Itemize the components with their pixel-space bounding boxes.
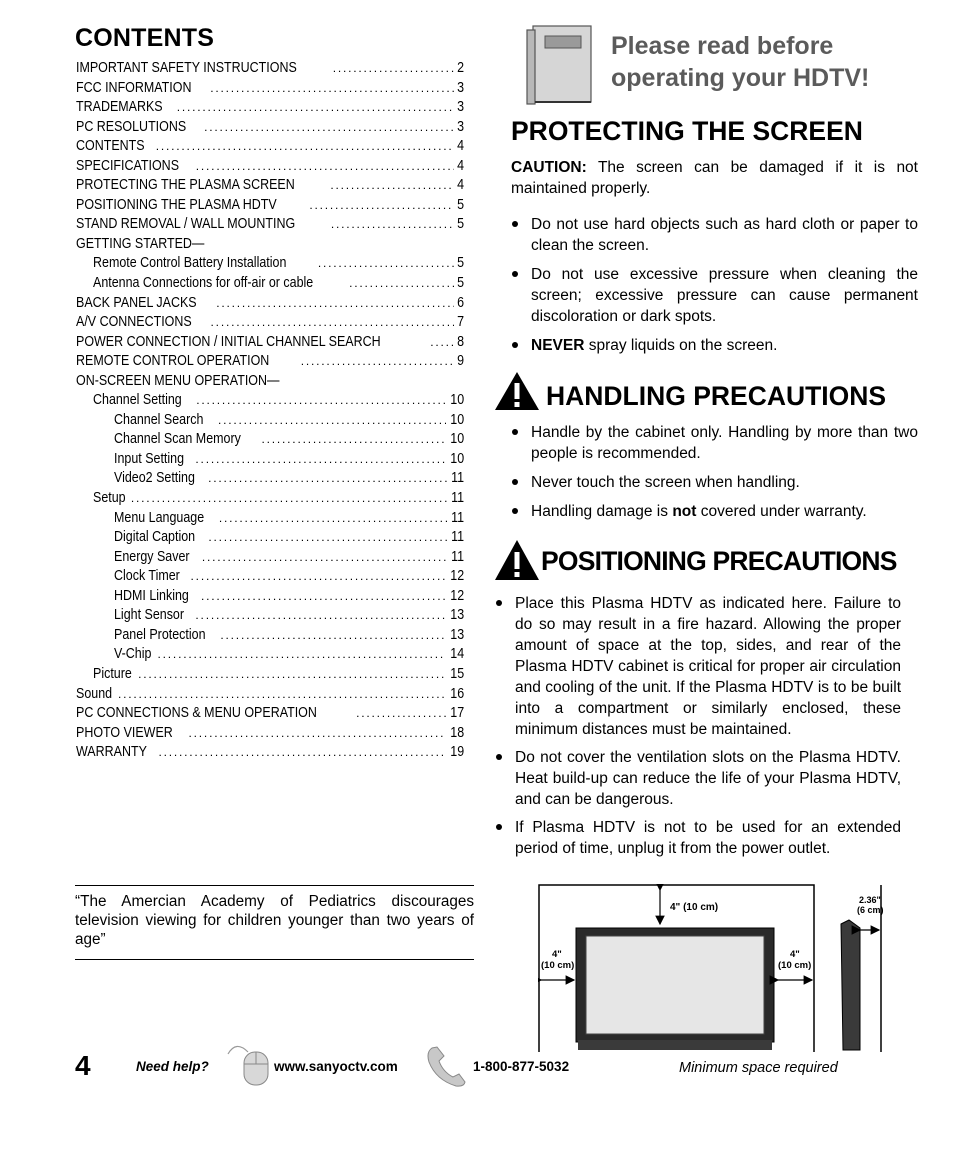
damage-post: covered under warranty.	[696, 503, 867, 520]
toc-entry-page: 15	[450, 665, 464, 682]
toc-leader-dots	[318, 256, 454, 270]
toc-entry-label: WARRANTY	[76, 744, 147, 761]
toc-entry	[76, 686, 464, 706]
toc-entry-page: 16	[450, 685, 464, 702]
toc-entry	[76, 549, 464, 569]
toc-entry	[76, 275, 464, 295]
toc-leader-dots	[158, 745, 445, 759]
toc-leader-dots	[177, 100, 454, 114]
right-clearance-label-1: 4"	[790, 949, 800, 960]
toc-entry-page: 3	[457, 99, 464, 116]
toc-entry-page: 6	[457, 294, 464, 311]
tv-screen	[586, 936, 764, 1034]
toc-entry-page: 10	[450, 431, 464, 448]
website-link[interactable]: www.sanyoctv.com	[274, 1059, 398, 1074]
toc-entry	[76, 392, 464, 412]
toc-entry-label: A/V CONNECTIONS	[76, 314, 192, 331]
pediatrics-quote: “The Amercian Academy of Pediatrics discourages television viewing for children younger than two years of age”	[75, 885, 474, 960]
toc-entry-label: BACK PANEL JACKS	[76, 294, 197, 311]
caution-label: CAUTION:	[511, 159, 587, 176]
toc-entry-label: Energy Saver	[114, 548, 190, 565]
list-item: Do not use excessive pressure when cleaning the screen; excessive pressure can cause permanent discoloration or dark spots.	[511, 264, 918, 327]
toc-entry-label: Picture	[93, 665, 132, 682]
toc-entry-page: 9	[457, 353, 464, 370]
toc-leader-dots	[301, 354, 454, 368]
toc-entry-label: ON-SCREEN MENU OPERATION—	[76, 372, 280, 389]
toc-entry-label: Channel Setting	[93, 392, 182, 409]
never-label: NEVER	[531, 337, 585, 354]
toc-leader-dots	[189, 726, 446, 740]
toc-leader-dots	[204, 120, 454, 134]
list-item: Do not use hard objects such as hard cloth or paper to clean the screen.	[511, 214, 918, 256]
read-before-notice	[611, 30, 869, 94]
toc-entry	[76, 725, 464, 745]
protecting-list	[511, 214, 918, 364]
toc-entry-page: 10	[450, 411, 464, 428]
protecting-screen-heading: PROTECTING THE SCREEN	[511, 116, 863, 146]
list-item: Do not cover the ventilation slots on the Plasma HDTV. Heat build-up can reduce the life of your Plasma HDTV, and can be dangerous.	[495, 747, 901, 810]
toc-entry-label: FCC INFORMATION	[76, 79, 192, 96]
rear-clearance-label-1: 2.36"	[859, 895, 881, 905]
toc-entry-label: Setup	[93, 490, 126, 507]
toc-entry-page: 11	[451, 509, 464, 526]
toc-entry-page: 8	[457, 333, 464, 350]
toc-entry-page: 18	[450, 724, 464, 741]
toc-entry-page: 4	[457, 138, 464, 155]
toc-entry	[76, 510, 464, 530]
never-text: spray liquids on the screen.	[584, 337, 778, 354]
toc-entry-label: POWER CONNECTION / INITIAL CHANNEL SEARCH	[76, 333, 381, 350]
toc-entry-label: PHOTO VIEWER	[76, 724, 173, 741]
toc-entry-page: 7	[457, 314, 464, 331]
toc-entry	[76, 216, 464, 236]
toc-entry	[76, 490, 464, 510]
toc-entry	[76, 451, 464, 471]
toc-entry	[76, 295, 464, 315]
handling-heading: HANDLING PRECAUTIONS	[546, 381, 887, 411]
toc-leader-dots	[156, 139, 454, 153]
toc-entry-label: Antenna Connections for off-air or cable	[93, 275, 314, 292]
toc-entry	[76, 431, 464, 451]
toc-leader-dots	[216, 296, 454, 310]
toc-entry	[76, 588, 464, 608]
toc-entry	[76, 138, 464, 158]
toc-entry-page: 5	[457, 196, 464, 213]
toc-entry	[76, 705, 464, 725]
contents-title: CONTENTS	[75, 24, 215, 52]
toc-leader-dots	[220, 628, 445, 642]
toc-entry-page: 5	[457, 275, 464, 292]
toc-entry-page: 14	[450, 646, 464, 663]
list-item	[511, 335, 918, 356]
tv-side-view	[841, 920, 860, 1050]
toc-entry	[76, 470, 464, 490]
list-item: Place this Plasma HDTV as indicated here. Failure to do so may result in a fire hazard. Allowing the proper amount of space at the top, sides, and rear of the Plasma HDTV cabinet is critical for proper air circulation and cooling of the unit. If the Plasma HDTV is to be built into a compartment or similarly enclosed, these minimum distances must be maintained.	[495, 593, 901, 740]
notice-line-2: operating your HDTV!	[611, 64, 870, 92]
toc-entry-page: 2	[457, 60, 464, 76]
notice-line-1: Please read before	[611, 32, 834, 60]
toc-entry-label: TRADEMARKS	[76, 99, 163, 116]
handling-list	[511, 422, 918, 530]
toc-entry-page: 10	[450, 450, 464, 467]
left-clearance-label-1: 4"	[552, 949, 562, 960]
top-clearance-label: 4" (10 cm)	[670, 902, 719, 913]
toc-entry	[76, 607, 464, 627]
toc-entry-page: 4	[457, 177, 464, 194]
manual-book-icon	[523, 24, 595, 106]
toc-entry-page: 10	[450, 392, 464, 409]
right-clearance-label-2: (10 cm)	[778, 960, 812, 971]
toc-entry	[76, 197, 464, 217]
list-item: Never touch the screen when handling.	[511, 472, 918, 493]
caution-paragraph	[511, 157, 918, 199]
toc-leader-dots	[195, 452, 445, 466]
toc-entry-label: Light Sensor	[114, 607, 185, 624]
positioning-heading: POSITIONING PRECAUTIONS	[541, 546, 897, 576]
toc-entry-label: Sound	[76, 685, 113, 702]
toc-entry	[76, 236, 464, 256]
toc-leader-dots	[208, 471, 447, 485]
table-of-contents	[76, 60, 464, 764]
toc-entry	[76, 314, 464, 334]
toc-entry-label: Clock Timer	[114, 568, 180, 585]
toc-leader-dots	[208, 530, 447, 544]
toc-leader-dots	[191, 569, 446, 583]
toc-entry	[76, 412, 464, 432]
rear-clearance-label-2: (6 cm)	[857, 905, 884, 915]
toc-entry-page: 11	[451, 470, 464, 487]
toc-entry-page: 12	[450, 568, 464, 585]
toc-leader-dots	[158, 647, 446, 661]
toc-leader-dots	[210, 81, 454, 95]
left-clearance-label-2: (10 cm)	[541, 960, 575, 971]
toc-entry-label: PC RESOLUTIONS	[76, 118, 187, 135]
clearance-diagram	[538, 884, 890, 1054]
toc-entry-page: 11	[451, 529, 464, 546]
toc-entry-label: PC CONNECTIONS & MENU OPERATION	[76, 705, 317, 722]
toc-entry-label: REMOTE CONTROL OPERATION	[76, 353, 270, 370]
toc-entry-label: Video2 Setting	[114, 470, 195, 487]
list-item: Handle by the cabinet only. Handling by more than two people is recommended.	[511, 422, 918, 464]
telephone-icon	[426, 1046, 466, 1088]
toc-leader-dots	[201, 589, 446, 603]
toc-leader-dots	[138, 667, 446, 681]
toc-entry	[76, 666, 464, 686]
warning-icon	[494, 370, 540, 412]
toc-entry-label: HDMI Linking	[114, 587, 189, 604]
toc-leader-dots	[349, 276, 454, 290]
toc-leader-dots	[218, 413, 446, 427]
diagram-caption: Minimum space required	[679, 1060, 838, 1076]
toc-entry	[76, 80, 464, 100]
toc-entry-page: 13	[450, 626, 464, 643]
caution-text: The screen can be damaged if it is not maintained properly.	[511, 159, 918, 197]
warning-icon	[494, 538, 540, 582]
toc-entry-page: 3	[457, 118, 464, 135]
toc-entry-page: 11	[451, 490, 464, 507]
toc-entry-label: Channel Search	[114, 411, 204, 428]
toc-leader-dots	[330, 178, 454, 192]
toc-entry-label: Input Setting	[114, 450, 185, 467]
toc-leader-dots	[331, 217, 454, 231]
toc-entry	[76, 255, 464, 275]
toc-entry	[76, 373, 464, 393]
toc-entry-page: 11	[451, 548, 464, 565]
toc-leader-dots	[333, 61, 454, 75]
toc-entry	[76, 568, 464, 588]
toc-entry-label: Panel Protection	[114, 626, 206, 643]
toc-leader-dots	[211, 315, 454, 329]
toc-entry-page: 5	[457, 216, 464, 233]
damage-bold: not	[672, 503, 697, 520]
damage-pre: Handling damage is	[531, 503, 673, 520]
toc-entry	[76, 529, 464, 549]
toc-leader-dots	[430, 335, 454, 349]
toc-entry	[76, 353, 464, 373]
list-item: If Plasma HDTV is not to be used for an extended period of time, unplug it from the power outlet.	[495, 817, 901, 859]
toc-entry-label: Digital Caption	[114, 529, 196, 546]
toc-entry-page: 4	[457, 157, 464, 174]
toc-entry	[76, 119, 464, 139]
toc-entry	[76, 744, 464, 764]
toc-entry-label: POSITIONING THE PLASMA HDTV	[76, 196, 277, 213]
toc-leader-dots	[131, 491, 447, 505]
toc-entry-label: STAND REMOVAL / WALL MOUNTING	[76, 216, 296, 233]
positioning-list	[495, 593, 901, 866]
toc-entry-label: V-Chip	[114, 646, 152, 663]
tv-stand	[578, 1040, 772, 1050]
toc-leader-dots	[219, 511, 447, 525]
toc-leader-dots	[202, 550, 447, 564]
help-label: Need help?	[136, 1059, 209, 1074]
toc-entry	[76, 646, 464, 666]
page-number: 4	[75, 1050, 91, 1081]
toc-entry-label: Remote Control Battery Installation	[93, 255, 287, 272]
toc-leader-dots	[356, 706, 446, 720]
toc-entry-label: Channel Scan Memory	[114, 431, 241, 448]
list-item	[511, 501, 918, 522]
toc-leader-dots	[262, 432, 446, 446]
toc-entry-page: 19	[450, 744, 464, 761]
toc-entry-label: PROTECTING THE PLASMA SCREEN	[76, 177, 295, 194]
toc-leader-dots	[118, 687, 446, 701]
toc-entry-label: SPECIFICATIONS	[76, 157, 180, 174]
toc-leader-dots	[195, 608, 445, 622]
toc-entry	[76, 627, 464, 647]
toc-entry-page: 12	[450, 587, 464, 604]
toc-entry-page: 3	[457, 79, 464, 96]
toc-leader-dots	[196, 393, 446, 407]
phone-number[interactable]: 1-800-877-5032	[473, 1059, 570, 1074]
toc-entry	[76, 60, 464, 80]
toc-entry	[76, 158, 464, 178]
toc-leader-dots	[309, 198, 454, 212]
toc-entry-page: 5	[457, 255, 464, 272]
computer-mouse-icon	[226, 1038, 272, 1088]
toc-entry-page: 17	[450, 705, 464, 722]
toc-leader-dots	[196, 159, 454, 173]
toc-entry	[76, 334, 464, 354]
toc-entry-label: CONTENTS	[76, 138, 145, 155]
toc-entry-label: IMPORTANT SAFETY INSTRUCTIONS	[76, 60, 297, 76]
toc-entry	[76, 99, 464, 119]
toc-entry-label: Menu Language	[114, 509, 205, 526]
toc-entry-page: 13	[450, 607, 464, 624]
toc-entry-label: GETTING STARTED—	[76, 235, 205, 252]
toc-entry	[76, 177, 464, 197]
